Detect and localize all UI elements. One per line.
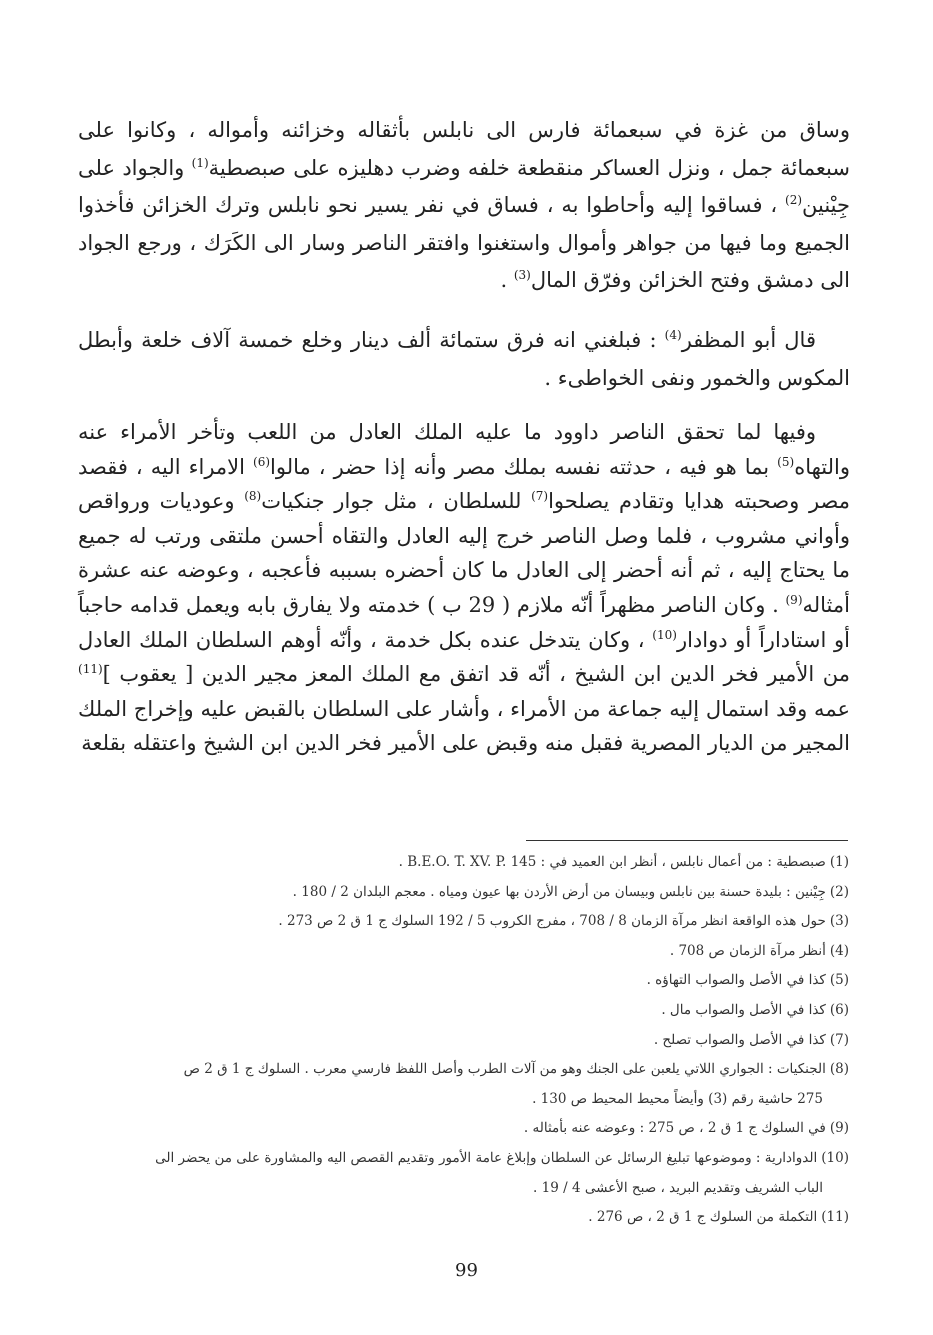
footnote-marker: (3) bbox=[513, 268, 531, 282]
footnote-continuation: 275 حاشية رقم (3) وأيضاً محيط المحيط ص 130 . bbox=[532, 1090, 823, 1107]
footnote: (10)الدوادارية : وموضوعها تبليغ الرسائل عن السلطان وإبلاغ عامة الأمور وتقديم القصص اليه والمشاورة على من يحضر الى bbox=[155, 1149, 849, 1166]
footnote: (7)كذا في الأصل والصواب تصلح . bbox=[653, 1031, 849, 1048]
text-run: وفيها لما تحقق الناصر داوود ما عليه الملك العادل من اللعب وتأخر الأمراء عنه والتهاه bbox=[78, 420, 850, 479]
footnote-separator bbox=[526, 840, 848, 841]
text-run: وساق من غزة في سبعمائة فارس الى نابلس بأثقاله وخزائنه وأمواله ، وكانوا على سبعمائة جمل ، ونزل العساكر منقطعة خلفه وضرب دهليزه على صبصطية bbox=[78, 118, 850, 180]
footnote-marker: (2) bbox=[785, 193, 803, 207]
text-run: وعوديات ورواقص وأواني مشروب ، فلما وصل الناصر خرج إليه العادل والتقاه أحسن ملتقى ورتب له جميع ما يحتاج إليه ، ثم أنه أحضر إلى العادل ما كان أحضره بسببه فأعجبه ، وعوضه عنه عشرة أمثاله bbox=[78, 489, 850, 617]
footnote: (3)حول هذه الواقعة انظر مرآة الزمان 8 / 708 ، مفرج الكروب 5 / 192 السلوك ج 1 ق 2 ص 273 . bbox=[278, 913, 849, 930]
footnote: (8)الجنكيات : الجواري اللاتي يلعبن على الجنك وهو من آلات الطرب وأصل اللفظ فارسي معرب . السلوك ج 1 ق 2 ص bbox=[183, 1061, 849, 1078]
text-run: بما هو فيه ، حدثته نفسه بملك مصر وأنه إذا حضر ، مالوا bbox=[270, 454, 778, 479]
text-run: : فبلغني انه فرق ستمائة ألف دينار وخلع خمسة آلاف خلعة وأبطل المكوس والخمور ونفى الخواطىء . bbox=[78, 328, 850, 390]
footnote: (9)في السلوك ج 1 ق 2 ، ص 275 : وعوضه عنه بأمثاله . bbox=[523, 1120, 849, 1137]
footnote-marker: (1) bbox=[191, 155, 209, 170]
footnote-marker: (8) bbox=[244, 489, 262, 504]
footnote-marker: (7) bbox=[531, 489, 549, 504]
footnote: (5)كذا في الأصل والصواب التهاؤه . bbox=[646, 972, 849, 989]
text-run: الامراء اليه ، فقصد مصر وصحبته هدايا وتقادم يصلحوا bbox=[78, 454, 850, 514]
footnotes bbox=[66, 848, 849, 1233]
paragraph-text bbox=[78, 322, 850, 397]
text-run: . وكان الناصر مظهراً أنّه ملازم ( 29 ب ) خدمته ولا يفارق بابه ويعمل قدامه حاجباً أو استاداراً أو دوادار bbox=[78, 592, 850, 652]
footnote-marker: (9) bbox=[785, 592, 803, 607]
footnote: (11)التكملة من السلوك ج 1 ق 2 ، ص 276 . bbox=[588, 1209, 849, 1226]
text-run: . bbox=[500, 268, 514, 292]
text-run: والجواد على جِيْنين bbox=[78, 155, 850, 217]
footnote: (4)أنظر مرآة الزمان ص 708 . bbox=[669, 942, 849, 959]
footnote: (6)كذا في الأصل والصواب مال . bbox=[661, 1001, 849, 1018]
footnote-marker: (6) bbox=[253, 454, 271, 469]
footnote-marker: (4) bbox=[664, 328, 682, 342]
text-run: قال أبو المظفر bbox=[681, 328, 816, 352]
text-run: للسلطان ، مثل جوار جنكيات bbox=[261, 489, 532, 514]
paragraph-2 bbox=[78, 322, 850, 397]
paragraph-3 bbox=[78, 415, 850, 761]
text-run: ، وكان يتدخل عنده بكل خدمة ، وأنّه أوهم السلطان الملك العادل من الأمير فخر الدين ابن الشيخ ، أنّه قد اتفق مع الملك المعز مجير الدين [ يعقوب ] bbox=[78, 627, 850, 687]
paragraph-1 bbox=[78, 112, 850, 300]
footnote-continuation: الباب الشريف وتقديم البريد ، صبح الأعشى 4 / 19 . bbox=[533, 1179, 823, 1196]
footnote-marker: (10) bbox=[652, 627, 677, 642]
paragraph-text bbox=[78, 112, 850, 300]
footnote-marker: (5) bbox=[777, 454, 795, 469]
page-number: 99 bbox=[455, 1260, 478, 1281]
text-run: عمه وقد استمال إليه جماعة من الأمراء ، وأشار على السلطان بالقبض عليه وإخراج الملك المجير من الديار المصرية فقبل منه وقبض على الأمير فخر الدين ابن الشيخ واعتقله بقلعة bbox=[78, 696, 850, 756]
footnote: (1)صبصطية : من أعمال نابلس ، أنظر ابن العميد في : B.E.O. T. XV. P. 145 . bbox=[398, 854, 849, 870]
footnote: (2)جِيْنين : بليدة حسنة بين نابلس وبيسان من أرض الأردن بها عيون ومياه . معجم البلدان 2 / 180 . bbox=[292, 883, 849, 900]
paragraph-text bbox=[78, 415, 850, 761]
footnote-marker: (11) bbox=[78, 662, 103, 677]
text-run: ، فساقوا إليه وأحاطوا به ، فساق في نفر يسير نحو نابلس وترك الخزائن فأخذوا الجميع وما فيها من جواهر وأموال واستغنوا وافتقر الناصر وسار الى الكَرَك ، ورجع الجواد الى دمشق وفتح الخزائن وفرّق المال bbox=[78, 193, 850, 292]
